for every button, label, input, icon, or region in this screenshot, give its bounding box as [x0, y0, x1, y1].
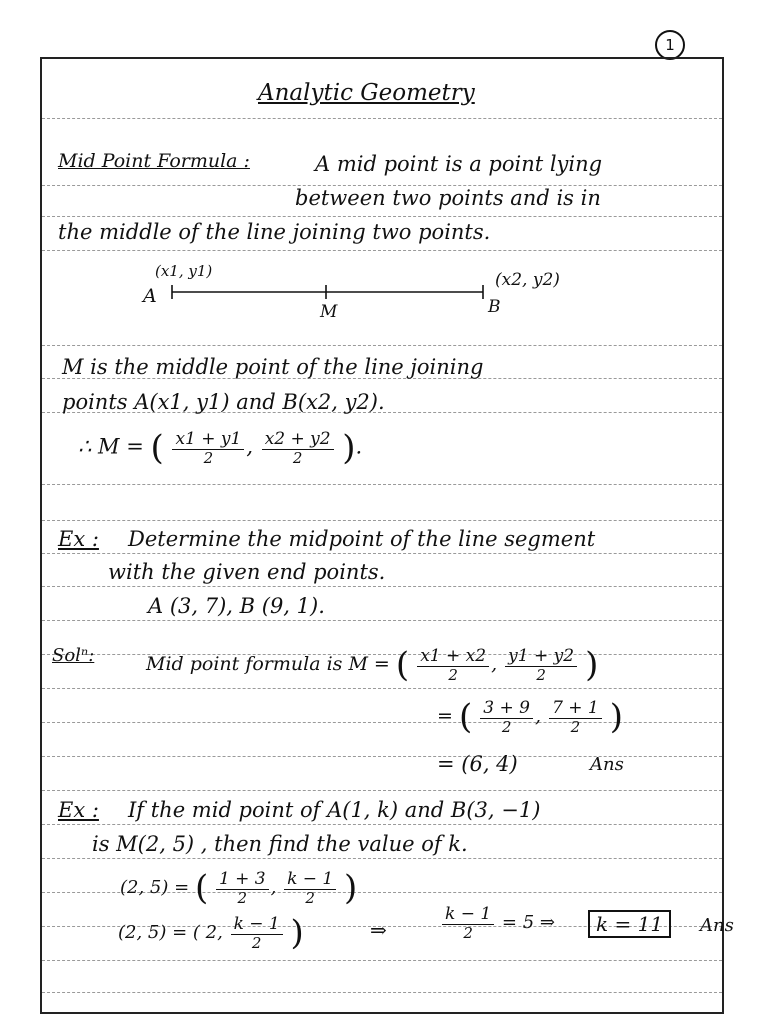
explain-line-1: M is the middle point of the line joining [62, 355, 484, 379]
formula-fraction-2: $\frac{x2 + y2}{2}$ [262, 430, 334, 466]
point-b-coords: (x2, y2) [495, 270, 560, 290]
formula-lead: ∴ M = [78, 434, 144, 459]
line-1-lead: (2, 5) = [120, 877, 190, 898]
point-a-coords: (x1, y1) [155, 262, 213, 280]
answer-mark-1: Ans [590, 754, 624, 775]
midpoint-heading: Mid Point Formula : [58, 150, 250, 172]
example-2-label: Ex : [58, 798, 99, 822]
step-1-fraction-2: $\frac{y1 + y2}{2}$ [505, 647, 577, 683]
close-paren-icon: ) [342, 428, 356, 468]
solution-step-2: = ( $\frac{3 + 9}{2}$ , $\frac{7 + 1}{2}$ ) [437, 697, 624, 737]
explain-line-2: points A(x1, y1) and B(x2, y2). [62, 390, 385, 414]
midpoint-formula: ∴ M = ( $\frac{x1 + y1}{2}$ , $\frac{x2 + y2}{2}$ ). [78, 428, 363, 468]
open-paren-icon: ( [150, 428, 164, 468]
point-b-label: B [488, 297, 501, 317]
example-2-question-line-1: If the mid point of A(1, k) and B(3, −1) [128, 798, 541, 822]
line-2-fraction: $\frac{k - 1}{2}$ [231, 915, 283, 951]
close-paren-icon: ) [609, 697, 624, 737]
open-paren-icon: ( [395, 645, 410, 685]
boxed-result: k = 11 [588, 910, 671, 938]
example-1-question-line-1: Determine the midpoint of the line segment [128, 527, 596, 551]
definition-line-1: A mid point is a point lying [315, 152, 603, 176]
step-2-fraction-1: $\frac{3 + 9}{2}$ [480, 699, 533, 735]
example-1-points: A (3, 7), B (9, 1). [148, 594, 325, 618]
solution-step-3: = (6, 4) [437, 752, 518, 776]
point-a-label: A [143, 285, 157, 307]
open-paren-icon: ( [194, 868, 209, 908]
answer-mark-2: Ans [700, 915, 734, 936]
step-2-lead: = [437, 705, 453, 727]
step-1-fraction-1: $\frac{x1 + x2}{2}$ [417, 647, 489, 683]
definition-line-3: the middle of the line joining two points. [58, 220, 491, 244]
formula-fraction-1: $\frac{x1 + y1}{2}$ [172, 430, 244, 466]
open-paren-icon: ( [458, 697, 473, 737]
solution-step-1: Mid point formula is M = ( $\frac{x1 + x2}{2}$ , $\frac{y1 + y2}{2}$ ) [146, 645, 599, 685]
example-1-label: Ex : [58, 527, 99, 551]
example-2-line-1: (2, 5) = ( $\frac{1 + 3}{2}$ , $\frac{k - 1}{2}$ ) [120, 868, 358, 908]
page-number: 1 [655, 30, 685, 60]
close-paren-icon: ) [290, 913, 304, 953]
step-1-text: Mid point formula is M = [146, 653, 390, 675]
solution-label: Solⁿ: [52, 645, 95, 666]
close-paren-icon: ) [585, 645, 599, 685]
close-paren-icon: ) [343, 868, 358, 908]
definition-line-2: between two points and is in [295, 186, 601, 210]
implies-arrow-icon: ⇒ [370, 918, 387, 942]
line-1-fraction-1: $\frac{1 + 3}{2}$ [216, 870, 269, 906]
point-m-label: M [320, 302, 338, 322]
equation-fraction: $\frac{k - 1}{2}$ [442, 905, 494, 941]
page-title: Analytic Geometry [258, 80, 475, 106]
line-2-lead: (2, 5) = ( 2, [118, 922, 223, 943]
example-2-line-2 [118, 913, 304, 953]
step-2-fraction-2: $\frac{7 + 1}{2}$ [549, 699, 602, 735]
equation-rhs: = 5 ⇒ [501, 912, 555, 934]
line-1-fraction-2: $\frac{k - 1}{2}$ [284, 870, 336, 906]
example-1-question-line-2: with the given end points. [108, 560, 386, 584]
example-2-question-line-2: is M(2, 5) , then find the value of k. [92, 832, 468, 856]
example-2-equation [440, 905, 555, 941]
